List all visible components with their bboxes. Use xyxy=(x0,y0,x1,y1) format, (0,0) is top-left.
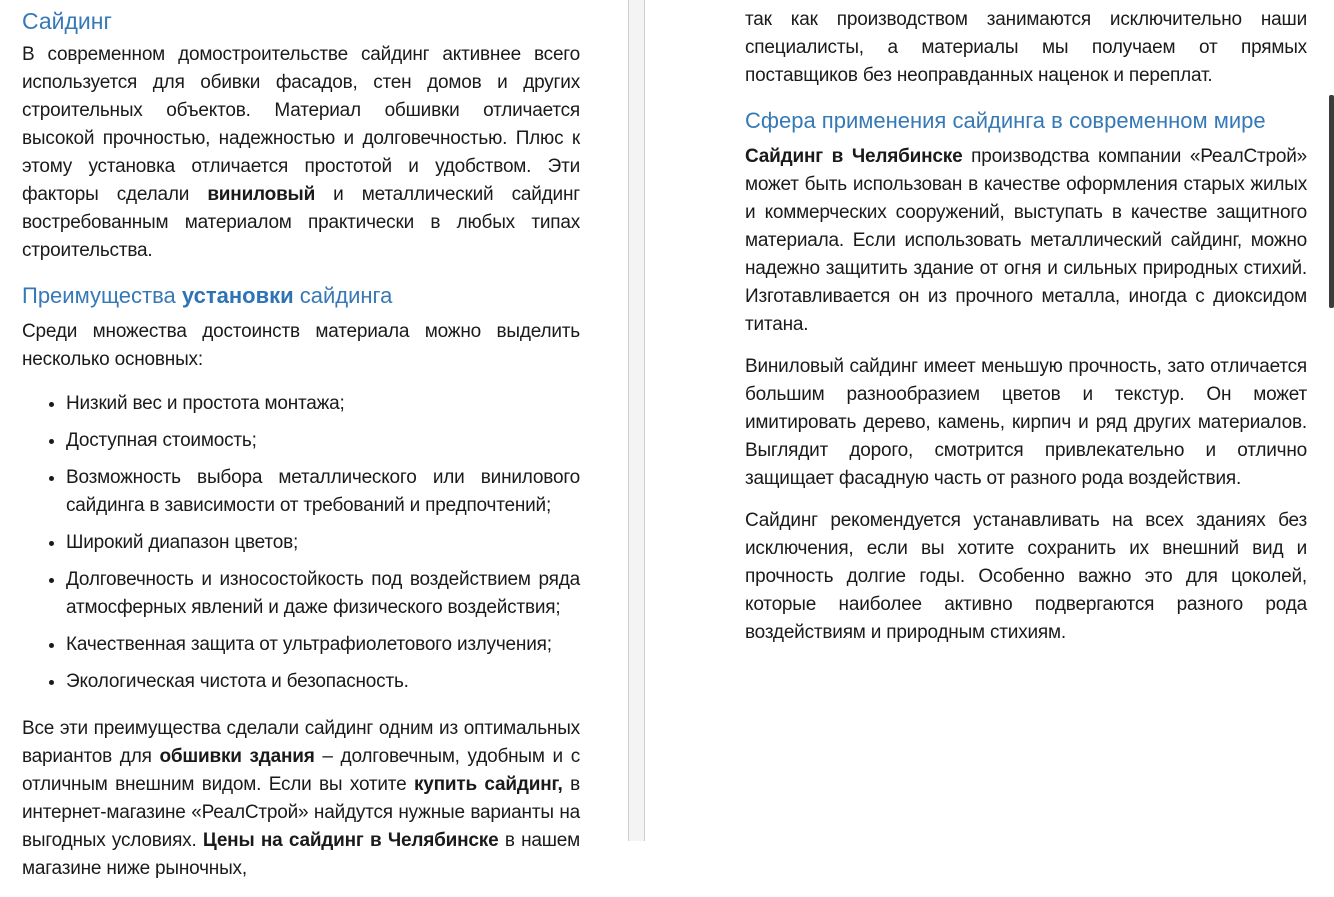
summary-paragraph: Все эти преимущества сделали сайдинг одним из оптимальных вариантов для обшивки здания – долговечным, удобным и с отличным внешним видом. Если вы хотите купить сайдинг, в интернет-магазине «РеалСтрой» найдутся нужные варианты на выгодных условиях. Цены на сайдинг в Челябинске в нашем магазине ниже рыночных, xyxy=(22,718,581,879)
list-item: • Возможность выбора металлического или винилового сайдинга в зависимости от требований и предпочтений; xyxy=(66,464,580,520)
application-paragraph: Сайдинг в Челябинске производства компании «РеалСтрой» может быть использован в качестве оформления старых жилых и коммерческих сооружений, выступать в качестве защитного материала. Если использовать металлический сайдинг, можно надежно защитить здание от огня и сильных природных стихий. Изготавливается он из прочного металла, иногда с диоксидом титана. xyxy=(745,146,1307,335)
advantages-intro-paragraph: Среди множества достоинств материала можно выделить несколько основных: xyxy=(22,321,580,370)
list-item: • Широкий диапазон цветов; xyxy=(66,529,580,557)
list-item: • Качественная защита от ультрафиолетового излучения; xyxy=(66,631,580,659)
list-item: • Доступная стоимость; xyxy=(66,427,580,455)
recommendation-paragraph: Сайдинг рекомендуется устанавливать на всех зданиях без исключения, если вы хотите сохранить их внешний вид и прочность долгие годы. Особенно важно это для цоколей, которые наиболее активно подвергаются разного рода воздействиям и природным стихиям. xyxy=(745,510,1307,643)
list-item: • Долговечность и износостойкость под воздействием ряда атмосферных явлений и даже физического воздействия; xyxy=(66,566,580,622)
advantages-list xyxy=(22,390,580,696)
page-gap-divider xyxy=(628,0,645,841)
list-item: • Экологическая чистота и безопасность. xyxy=(66,668,580,696)
right-page xyxy=(745,6,1307,661)
vinyl-siding-paragraph: Виниловый сайдинг имеет меньшую прочность, зато отличается большим разнообразием цветов и текстур. Он может имитировать дерево, камень, кирпич и ряд других материалов. Выглядит дорого, смотрится привлекательно и отлично защищает фасадную часть от разного рода воздействия. xyxy=(745,356,1307,489)
heading-advantages: Преимущества установки сайдинга xyxy=(22,283,393,308)
intro-paragraph: В современном домостроительстве сайдинг активнее всего используется для обивки фасадов, стен домов и других строительных объектов. Материал обшивки отличается высокой прочностью, надежностью и долговечностью. Плюс к этому установка отличается простотой и удобством. Эти факторы сделали виниловый и металлический сайдинг востребованным материалом практически в любых типах строительства. xyxy=(22,44,580,261)
list-item: • Низкий вес и простота монтажа; xyxy=(66,390,580,418)
heading-application-sphere: Сфера применения сайдинга в современном мире xyxy=(745,108,1266,133)
scrollbar-thumb[interactable] xyxy=(1329,95,1334,308)
continuation-paragraph: так как производством занимаются исключительно наши специалисты, а материалы мы получаем от прямых поставщиков без неоправданных наценок и переплат. xyxy=(745,9,1307,86)
left-page xyxy=(22,6,580,897)
heading-siding: Сайдинг xyxy=(22,8,112,34)
